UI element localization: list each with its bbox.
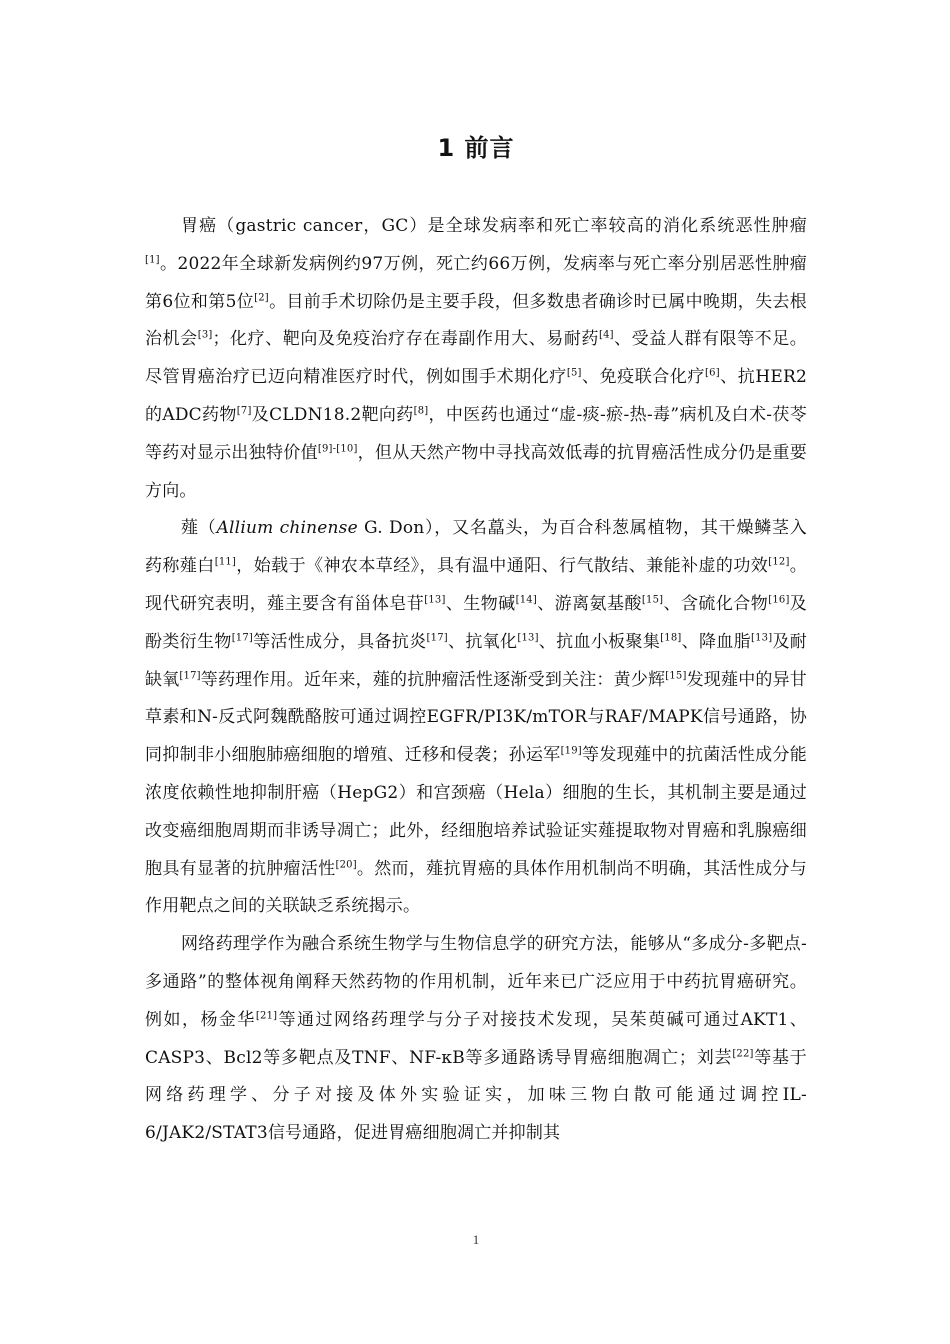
text-run: 、抗血小板聚集: [538, 631, 661, 652]
italic-text: Allium chinense: [216, 518, 358, 539]
text-run: 等药理作用。近年来，薤的抗肿瘤活性逐渐受到关注：黄少辉: [200, 669, 666, 690]
page-number: 1: [472, 1232, 480, 1247]
text-run: 等通过网络药理学与分子对接技术发现，吴茱萸碱可通过AKT1、CASP3、Bcl2等多靶点及TNF、NF-κB等多通路诱导胃癌细胞凋亡；刘芸: [145, 1009, 807, 1068]
text-run: 、抗氧化: [447, 631, 518, 652]
citation-ref: [4]: [598, 329, 614, 341]
text-run: 及CLDN18.2靶向药: [251, 404, 414, 425]
text-run: 。目前手术切除仍是主要手段，但多数患者确诊时已属中晚期，失去根治机会: [145, 291, 807, 350]
text-run: 、受益人群有限等不足。尽管胃癌治疗已迈向精准医疗时代，例如围手术期化疗: [145, 329, 807, 388]
text-run: 薤（: [181, 518, 217, 539]
citation-ref: [15]: [641, 594, 664, 606]
citation-ref: [11]: [214, 556, 237, 568]
citation-ref: [7]: [236, 405, 252, 417]
text-run: ，但从天然产物中寻找高效低毒的抗胃癌活性成分仍是重要方向。: [145, 442, 808, 501]
text-run: 胃癌（gastric cancer，GC）是全球发病率和死亡率较高的消化系统恶性肿瘤: [181, 216, 807, 236]
document-page: [145, 0, 807, 1344]
text-run: 、免疫联合化疗: [581, 367, 706, 388]
text-run: 发现薤中的异甘草素和N-反式阿魏酰酪胺可通过调控EGFR/PI3K/mTOR与RAF/MAPK信号通路，协同抑制非小细胞肺癌细胞的增殖、迁移和侵袭；孙运军: [145, 669, 808, 766]
citation-ref: [13]: [424, 594, 446, 606]
citation-ref: [17]: [231, 632, 254, 644]
citation-ref: [2]: [254, 291, 269, 303]
text-run: 网络药理学作为融合系统生物学与生物信息学的研究方法，能够从“多成分-多靶点-多通路”的整体视角阐释天然药物的作用机制，近年来已广泛应用于中药抗胃癌研究。例如，杨金华: [145, 934, 807, 1030]
paragraph-2: [145, 510, 807, 926]
citation-ref: [16]: [768, 594, 790, 606]
text-run: 。然而，薤抗胃癌的具体作用机制尚不明确，其活性成分与作用靶点之间的关联缺乏系统揭示。: [145, 858, 807, 917]
citation-ref: [12]: [768, 556, 790, 568]
section-title: 1 前言: [437, 134, 515, 162]
citation-ref: [22]: [732, 1047, 754, 1059]
text-run: ，中医药也通过“虚-痰-瘀-热-毒”病机及白术-茯苓等药对显示出独特价值: [145, 404, 807, 463]
citation-ref: [1]: [145, 254, 160, 266]
citation-ref: [13]: [750, 632, 773, 644]
text-run: 。现代研究表明，薤主要含有甾体皂苷: [145, 556, 807, 614]
text-run: 、含硫化合物: [663, 593, 769, 614]
text-run: 、生物碱: [445, 593, 516, 614]
citation-ref: [21]: [255, 1010, 278, 1022]
text-run: ，始载于《神农本草经》，具有温中通阳、行气散结、兼能补虚的功效: [236, 556, 769, 577]
text-run: 等基于网络药理学、分子对接及体外实验证实，加味三物白散可能通过调控IL-6/JAK2/STAT3信号通路，促进胃癌细胞凋亡并抑制其: [145, 1047, 808, 1144]
citation-ref: [15]: [665, 669, 687, 681]
citation-ref: [20]: [335, 858, 357, 870]
text-run: 及耐缺氧: [145, 631, 807, 690]
citation-ref: [19]: [560, 745, 582, 757]
citation-ref: [18]: [660, 632, 682, 644]
citation-ref: [5]: [566, 367, 582, 379]
citation-ref: [6]: [705, 367, 720, 379]
text-run: G. Don），又名藠头，为百合科葱属植物，其干燥鳞茎入药称薤白: [145, 518, 807, 577]
text-run: 等发现薤中的抗菌活性成分能浓度依赖性地抑制肝癌（HepG2）和宫颈癌（Hela）细胞的生长，其机制主要是通过改变癌细胞周期而非诱导凋亡；此外，经细胞培养试验证实薤提取物对胃癌和乳腺癌细胞具有显著的抗肿瘤活性: [145, 745, 807, 879]
text-run: 及酚类衍生物: [145, 593, 807, 652]
paragraph-1: [145, 208, 807, 510]
text-run: 、降血脂: [681, 631, 751, 652]
paragraph-3: [145, 926, 807, 1153]
body-text: [145, 208, 807, 1153]
citation-ref: [8]: [413, 405, 429, 417]
citation-ref: [13]: [517, 632, 539, 644]
text-run: 。2022年全球新发病例约97万例，死亡约66万例，发病率与死亡率分别居恶性肿瘤第6位和第5位: [145, 253, 807, 312]
citation-ref: [14]: [515, 594, 537, 606]
citation-ref: [9]-[10]: [317, 443, 358, 455]
citation-ref: [3]: [197, 329, 213, 341]
text-run: 、抗HER2的ADC药物: [145, 367, 807, 425]
text-run: 、游离氨基酸: [536, 593, 642, 614]
text-run: ；化疗、靶向及免疫治疗存在毒副作用大、易耐药: [212, 329, 599, 350]
text-run: 等活性成分，具备抗炎: [253, 631, 427, 652]
citation-ref: [17]: [426, 632, 448, 644]
citation-ref: [17]: [179, 669, 201, 681]
